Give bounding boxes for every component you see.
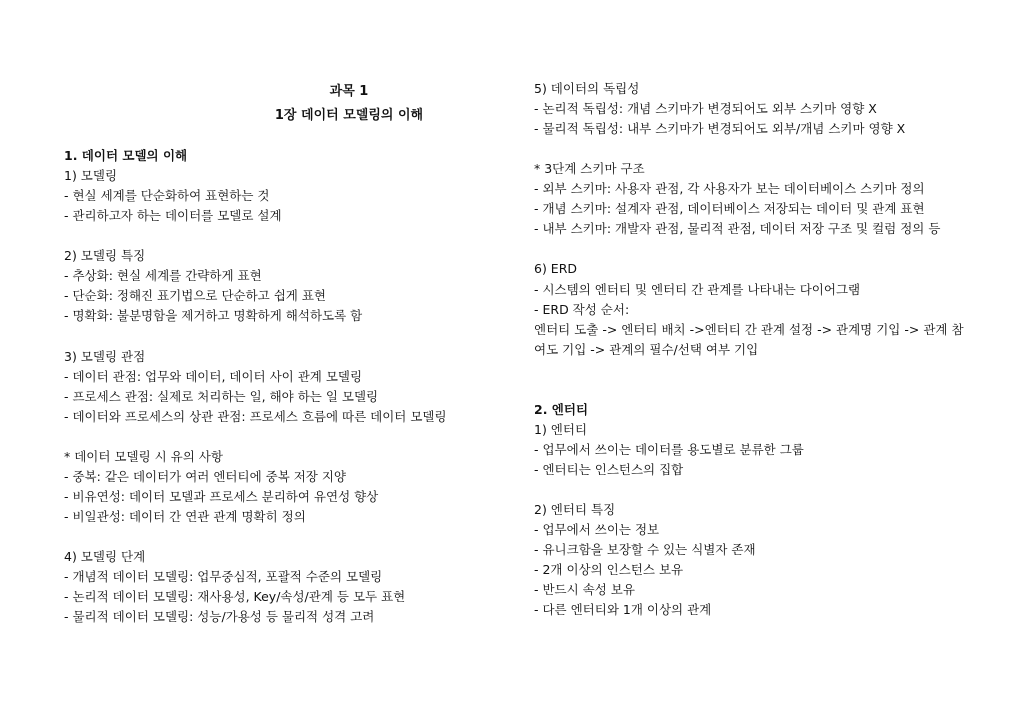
section-heading: 2. 엔터티 [534, 401, 589, 417]
text-line: - 시스템의 엔터티 및 엔터티 간 관계를 나타내는 다이어그램 [534, 281, 861, 297]
text-line: - 중복: 같은 데이터가 여러 엔터티에 중복 저장 지양 [64, 468, 347, 484]
text-line: 2) 엔터티 특징 [534, 502, 616, 518]
text-line: 3) 모델링 관점 [64, 348, 146, 364]
text-line: 4) 모델링 단계 [64, 549, 146, 564]
text-line: - 물리적 독립성: 내부 스키마가 변경되어도 외부/개념 스키마 영향 X [534, 121, 906, 137]
text-line: - 프로세스 관점: 실제로 처리하는 일, 해야 하는 일 모델링 [64, 388, 379, 404]
text-line: 5) 데이터의 독립성 [534, 81, 640, 96]
text-line: 여도 기입 -> 관계의 필수/선택 여부 기입 [534, 341, 759, 357]
text-line: 2) 모델링 특징 [64, 248, 146, 264]
text-line: - 명확화: 불분명함을 제거하고 명확하게 해석하도록 함 [64, 308, 363, 324]
text-line: 1) 모델링 [64, 168, 118, 184]
text-line: - 논리적 데이터 모델링: 재사용성, Key/속성/관계 등 모두 표현 [64, 589, 406, 605]
subject-title: 과목 1 [329, 84, 369, 99]
text-line: - 추상화: 현실 세계를 간략하게 표현 [64, 268, 262, 284]
text-line: - 엔터티는 인스턴스의 집합 [534, 461, 684, 477]
text-line: - 유니크함을 보장할 수 있는 식별자 존재 [534, 542, 756, 558]
text-line: - 비일관성: 데이터 간 연관 관계 명확히 정의 [64, 508, 306, 524]
text-line: - 현실 세계를 단순화하여 표현하는 것 [64, 188, 270, 204]
text-line: - 외부 스키마: 사용자 관점, 각 사용자가 보는 데이터베이스 스키마 정의 [534, 181, 925, 197]
text-line: - 논리적 독립성: 개념 스키마가 변경되어도 외부 스키마 영향 X [534, 101, 877, 117]
text-line: 1) 엔터티 [534, 421, 588, 437]
text-line: - 비유연성: 데이터 모델과 프로세스 분리하여 유연성 향상 [64, 488, 379, 504]
text-line: - 데이터와 프로세스의 상관 관점: 프로세스 흐름에 따른 데이터 모델링 [64, 408, 447, 424]
text-line: 6) ERD [534, 261, 578, 277]
text-line: - 개념적 데이터 모델링: 업무중심적, 포괄적 수준의 모델링 [64, 569, 383, 585]
text-line: 엔터티 도출 -> 엔터티 배치 ->엔터티 간 관계 설정 -> 관계명 기입 -> 관계 참 [534, 321, 964, 337]
section-heading: 1. 데이터 모델의 이해 [64, 148, 188, 163]
text-line: - 반드시 속성 보유 [534, 582, 635, 598]
text-line: - 데이터 관점: 업무와 데이터, 데이터 사이 관계 모델링 [64, 368, 363, 384]
chapter-title: 1장 데이터 모델링의 이해 [274, 108, 424, 123]
text-line: * 데이터 모델링 시 유의 사항 [64, 448, 223, 464]
text-line: - 관리하고자 하는 데이터를 모델로 설계 [64, 208, 282, 224]
text-line: - 내부 스키마: 개발자 관점, 물리적 관점, 데이터 저장 구조 및 컬럼 정의 등 [534, 221, 941, 237]
text-line: - 개념 스키마: 설계자 관점, 데이터베이스 저장되는 데이터 및 관계 표현 [534, 201, 925, 217]
text-line: * 3단계 스키마 구조 [534, 161, 645, 177]
text-line: - 업무에서 쓰이는 데이터를 용도별로 분류한 그룹 [534, 441, 804, 457]
text-line: - 다른 엔터티와 1개 이상의 관계 [534, 602, 712, 618]
text-line: - 단순화: 정해진 표기법으로 단순하고 쉽게 표현 [64, 288, 326, 304]
text-line: - 2개 이상의 인스턴스 보유 [534, 562, 684, 578]
text-line: - 물리적 데이터 모델링: 성능/가용성 등 물리적 성격 고려 [64, 609, 375, 625]
text-line: - 업무에서 쓰이는 정보 [534, 522, 660, 538]
text-line: - ERD 작성 순서: [534, 301, 630, 317]
